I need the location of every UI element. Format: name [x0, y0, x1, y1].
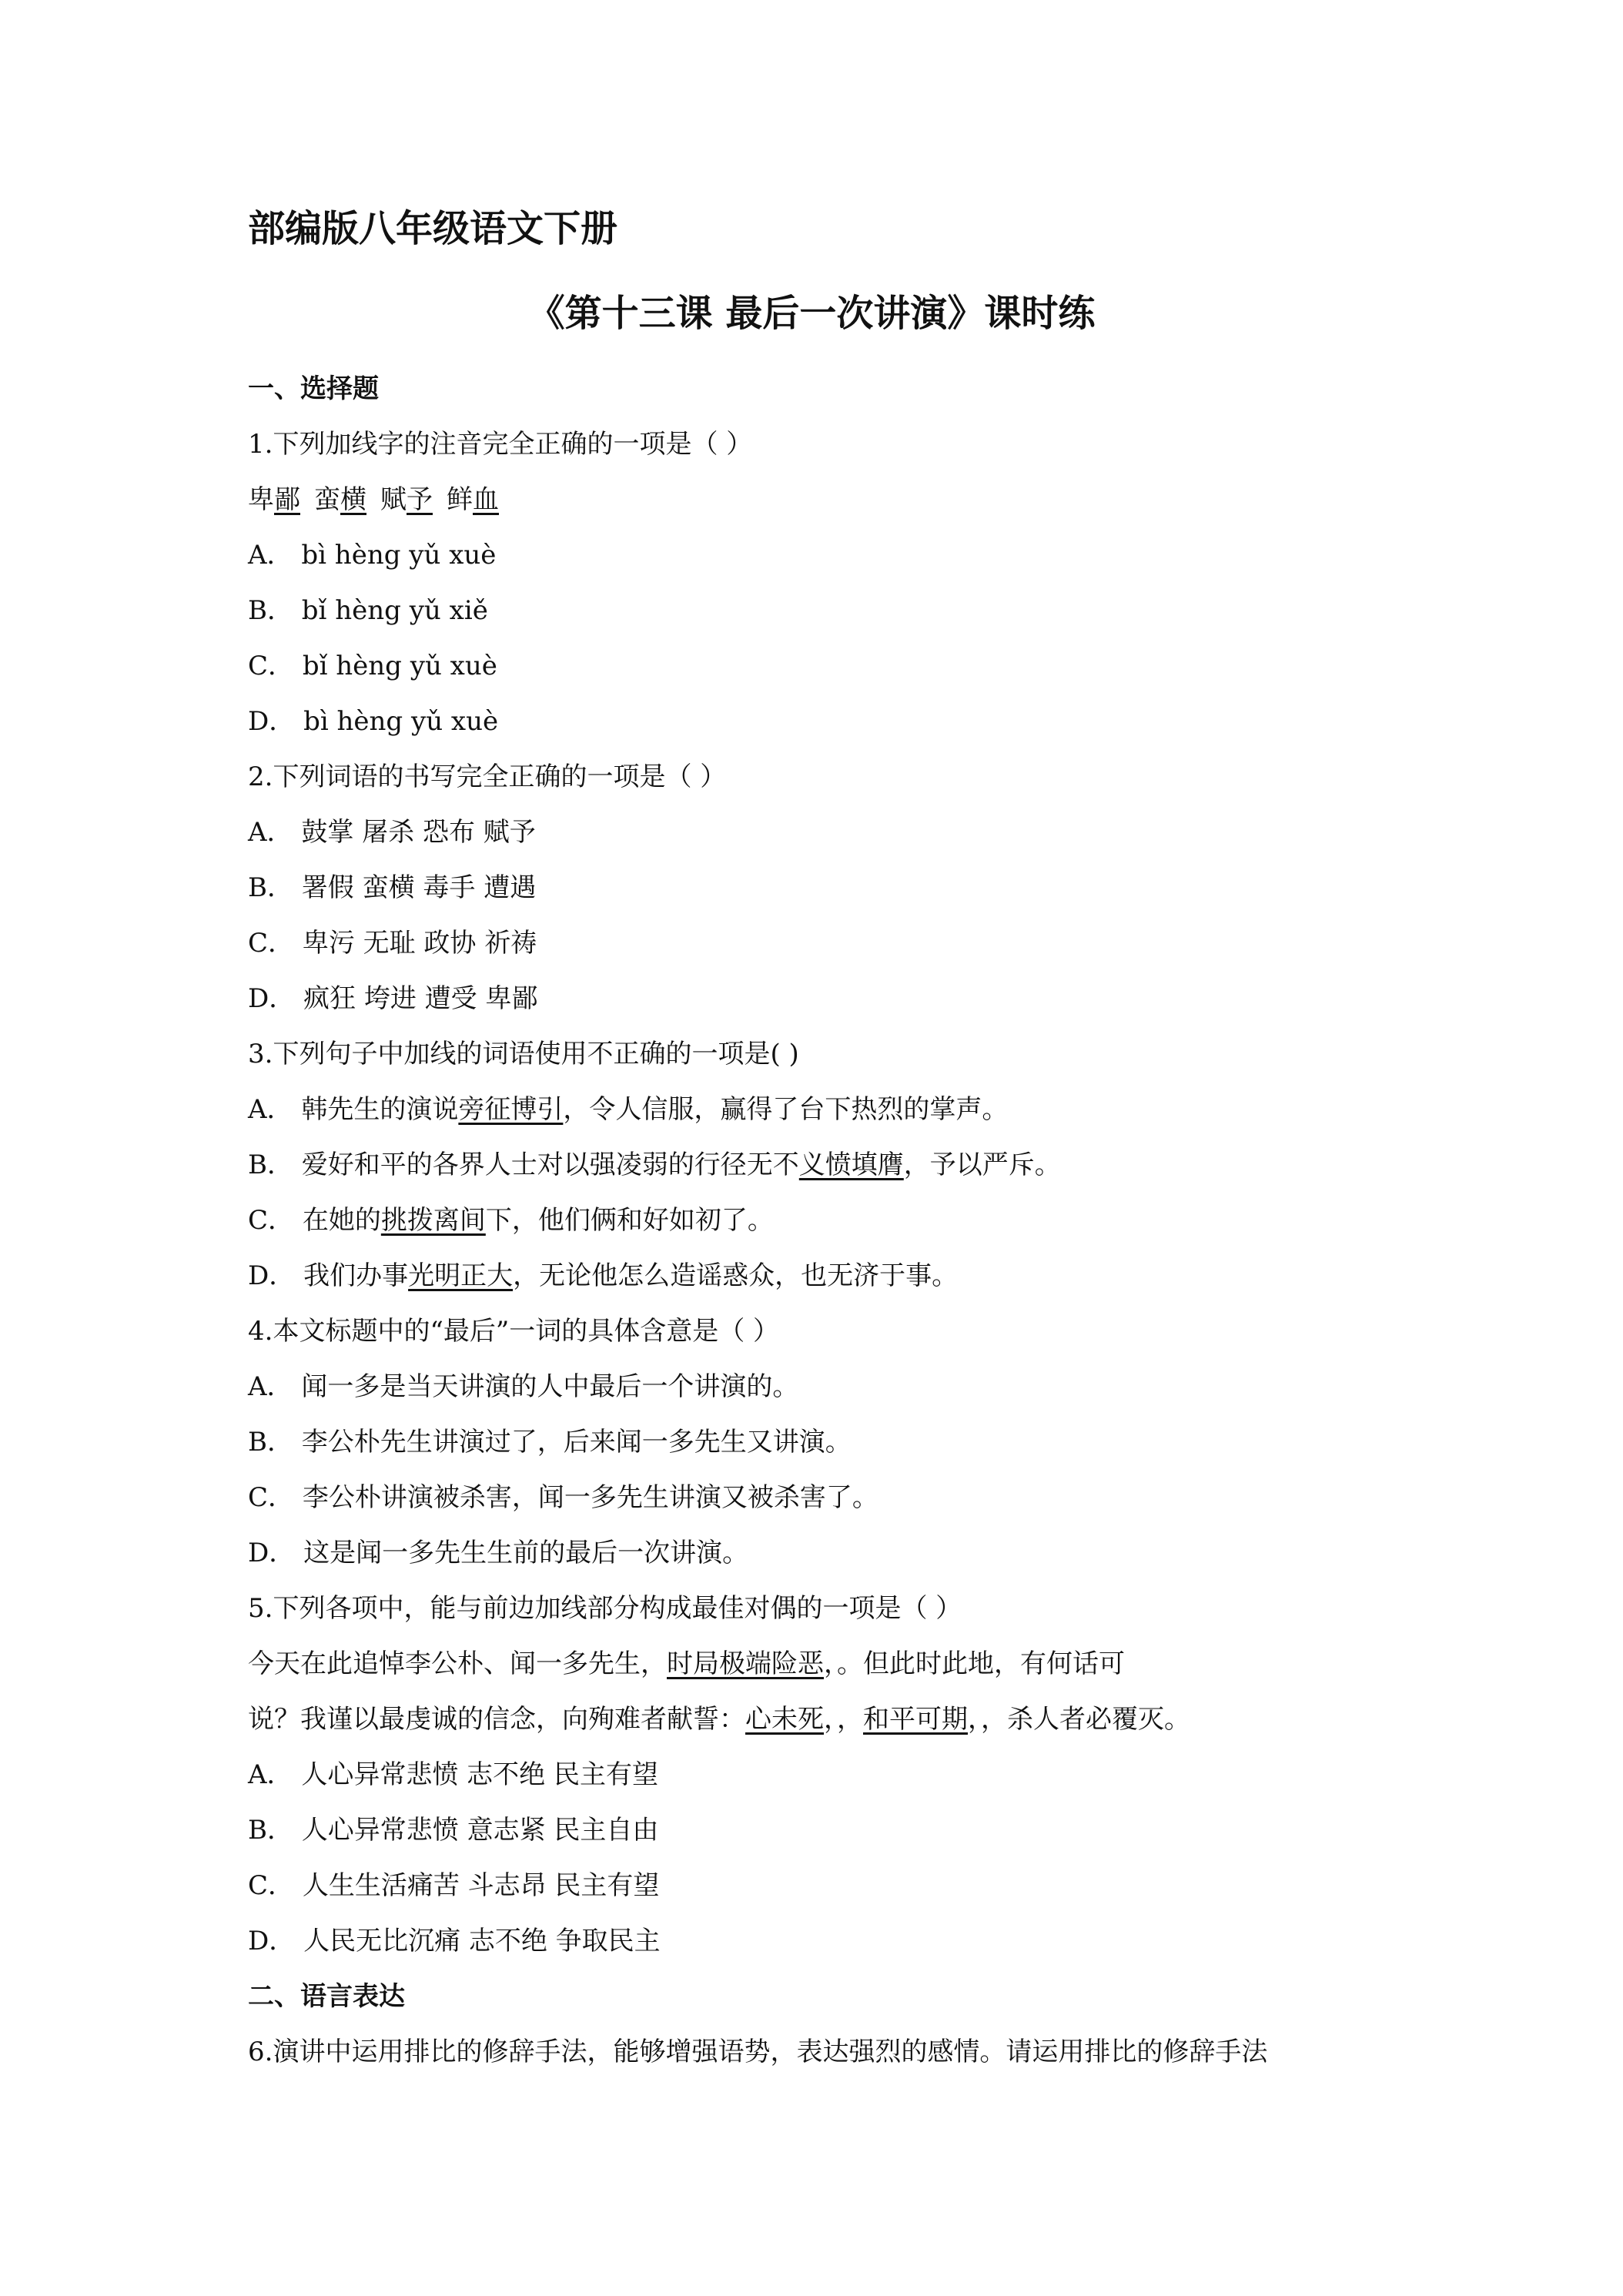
underlined-char: 予: [407, 484, 433, 515]
underlined-char: 横: [340, 484, 366, 515]
underlined-phrase: 旁征博引: [458, 1094, 564, 1125]
question-1-stem: 1.下列加线字的注音完全正确的一项是（ ）: [248, 429, 753, 460]
question-3-option-a: [248, 1090, 1008, 1129]
option-text: A． 韩先生的演说: [248, 1094, 459, 1125]
question-3-option-b: [248, 1146, 1061, 1184]
option-text: D． 我们办事: [248, 1260, 409, 1291]
question-1-option-c: C． bǐ hèng yǔ xuè: [248, 651, 497, 681]
question-2-option-b: B． 署假 蛮横 毒手 遭遇: [248, 872, 537, 903]
question-3-option-d: [248, 1257, 958, 1295]
word-text: 赋: [380, 484, 407, 515]
word-text: 鲜: [447, 484, 473, 515]
passage-text: ，，: [824, 1704, 863, 1735]
question-5-option-a: A． 人心异常悲愤 志不绝 民主有望: [248, 1759, 658, 1790]
option-text: 下，他们俩和好如初了。: [485, 1205, 774, 1236]
passage-text: 说？我谨以最虔诚的信念，向殉难者献誓：: [248, 1704, 745, 1735]
section-heading-language: 二、语言表达: [248, 1981, 405, 2012]
question-4-option-b: B． 李公朴先生讲演过了，后来闻一多先生又讲演。: [248, 1427, 852, 1458]
section-heading-choice: 一、选择题: [248, 373, 379, 404]
underlined-phrase: 和平可期: [863, 1704, 968, 1735]
question-5-option-d: D． 人民无比沉痛 志不绝 争取民主: [248, 1926, 661, 1956]
question-1-words: [248, 480, 499, 519]
passage-text: ，。但此时此地，有何话可: [824, 1648, 1125, 1679]
option-text: ，无论他怎么造谣惑众，也无济于事。: [513, 1260, 959, 1291]
underlined-phrase: 挑拨离间: [380, 1205, 486, 1236]
word-text: 卑: [248, 484, 274, 515]
question-5-passage-line-2: [248, 1700, 1190, 1739]
underlined-phrase: 光明正大: [408, 1260, 514, 1291]
underlined-phrase: 义愤填膺: [798, 1150, 904, 1180]
question-4-option-a: A． 闻一多是当天讲演的人中最后一个讲演的。: [248, 1371, 799, 1402]
question-1-option-d: D． bì hèng yǔ xuè: [248, 706, 499, 737]
underlined-phrase: 时局极端险恶: [667, 1648, 824, 1679]
lesson-title: 《第十三课 最后一次讲演》课时练: [527, 292, 1096, 335]
passage-text: 今天在此追悼李公朴、闻一多先生，: [248, 1648, 667, 1679]
question-2-stem: 2.下列词语的书写完全正确的一项是（ ）: [248, 761, 727, 792]
question-1-option-b: B． bǐ hèng yǔ xiě: [248, 595, 488, 626]
question-4-option-d: D． 这是闻一多先生生前的最后一次讲演。: [248, 1538, 749, 1568]
passage-text: ，，杀人者必覆灭。: [968, 1704, 1190, 1735]
question-5-passage-line-1: [248, 1645, 1125, 1683]
question-3-stem: 3.下列句子中加线的词语使用不正确的一项是( ): [248, 1039, 799, 1069]
option-text: ，令人信服，赢得了台下热烈的掌声。: [563, 1094, 1009, 1125]
option-text: B． 爱好和平的各界人士对以强凌弱的行径无不: [248, 1150, 799, 1180]
underlined-char: 鄙: [274, 484, 300, 515]
question-4-option-c: C． 李公朴讲演被杀害，闻一多先生讲演又被杀害了。: [248, 1482, 878, 1513]
question-5-option-b: B． 人心异常悲愤 意志紧 民主自由: [248, 1815, 659, 1846]
question-2-option-a: A． 鼓掌 屠杀 恐布 赋予: [248, 817, 536, 848]
question-2-option-d: D． 疯狂 垮进 遭受 卑鄙: [248, 983, 538, 1014]
document-title: 部编版八年级语文下册: [248, 207, 618, 250]
underlined-char: 血: [473, 484, 499, 515]
question-5-option-c: C． 人生生活痛苦 斗志昂 民主有望: [248, 1870, 660, 1901]
word-text: 蛮: [314, 484, 340, 515]
option-text: ，予以严斥。: [903, 1150, 1061, 1180]
question-3-option-c: [248, 1201, 774, 1240]
question-1-option-a: A． bì hèng yǔ xuè: [248, 540, 497, 571]
option-text: C． 在她的: [248, 1205, 381, 1236]
question-5-stem: 5.下列各项中，能与前边加线部分构成最佳对偶的一项是（ ）: [248, 1593, 962, 1624]
question-4-stem: 4.本文标题中的“最后”一词的具体含意是（ ）: [248, 1316, 780, 1347]
question-6-stem: 6.演讲中运用排比的修辞手法，能够增强语势，表达强烈的感情。请运用排比的修辞手法: [248, 2037, 1268, 2067]
question-2-option-c: C． 卑污 无耻 政协 祈祷: [248, 928, 537, 959]
underlined-phrase: 心未死: [745, 1704, 824, 1735]
